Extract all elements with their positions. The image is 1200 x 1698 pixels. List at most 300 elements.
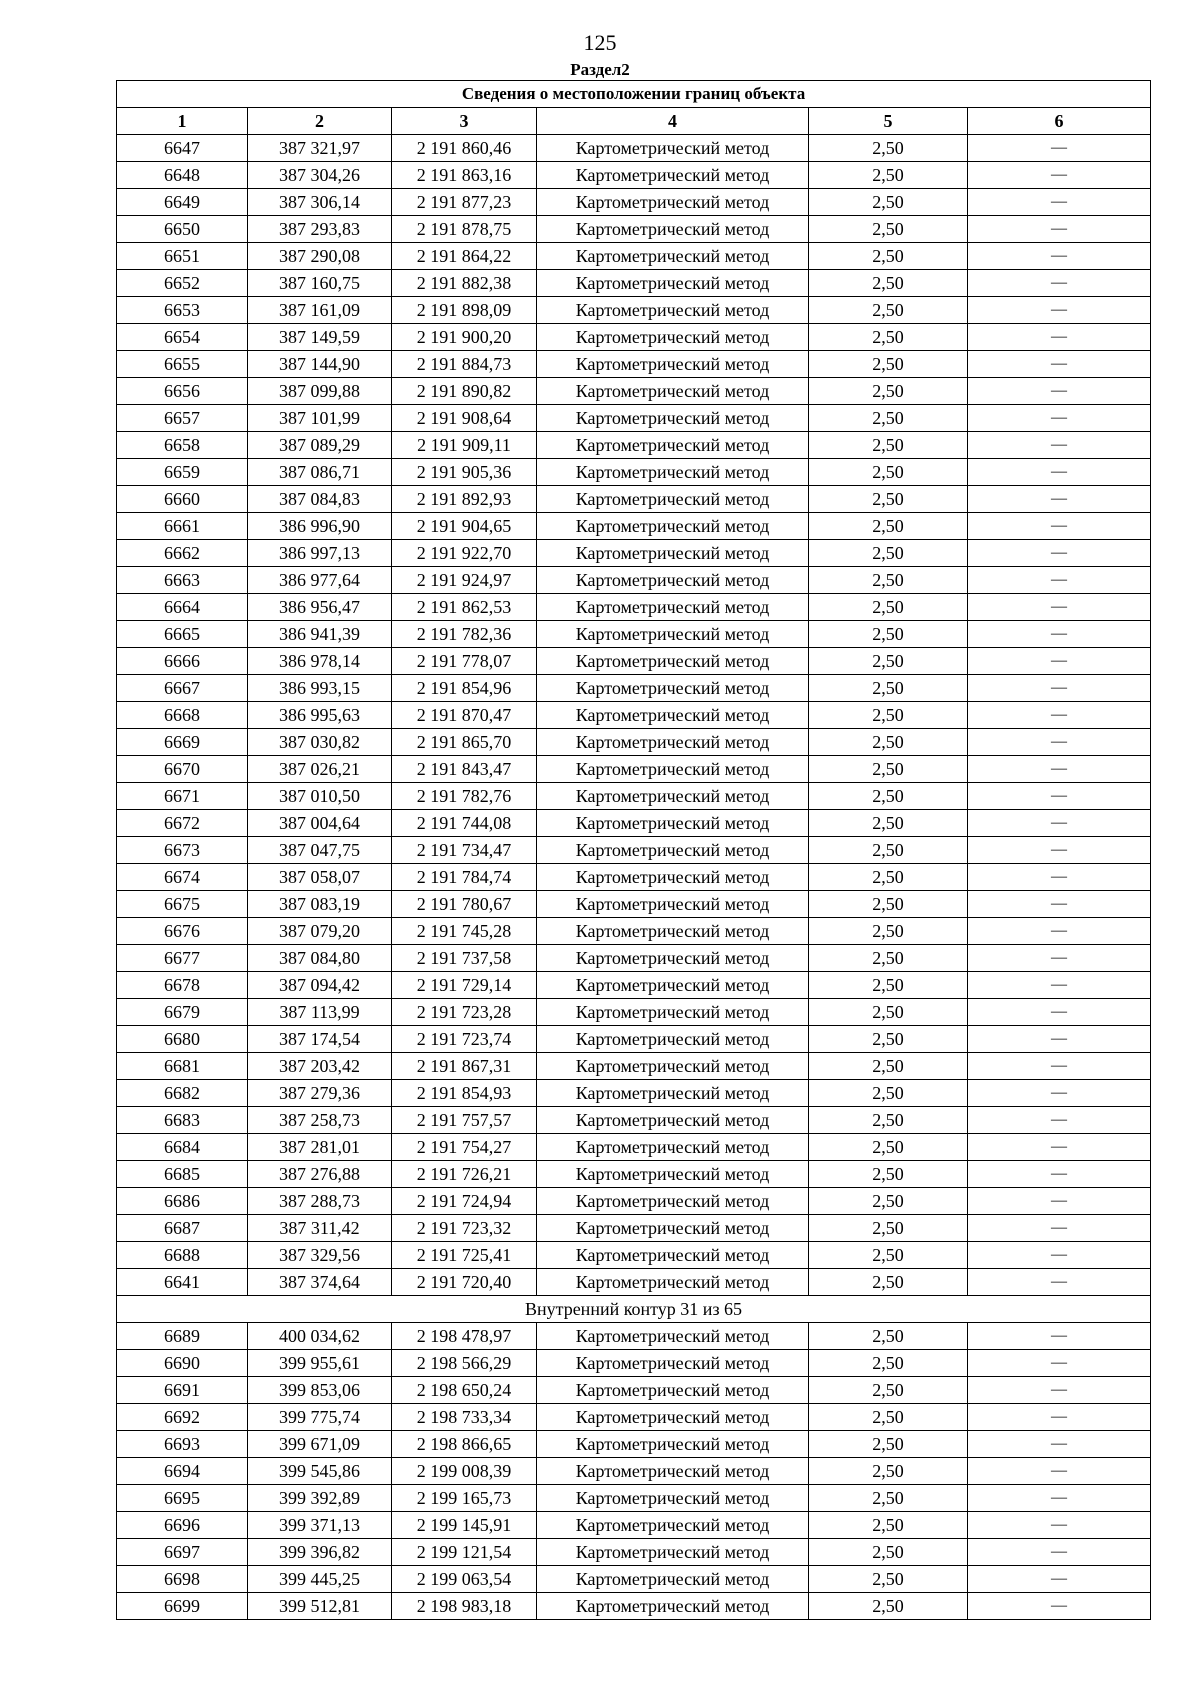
table-row [117,1134,1151,1161]
table-row [117,702,1151,729]
description-cell: — [968,1269,1151,1296]
point-number-cell: 6684 [117,1134,248,1161]
x-coordinate-cell: 387 276,88 [248,1161,392,1188]
description-cell: — [968,1377,1151,1404]
x-coordinate-cell: 387 083,19 [248,891,392,918]
method-cell: Картометрический метод [537,810,809,837]
y-coordinate-cell: 2 191 778,07 [392,648,537,675]
y-coordinate-cell: 2 191 843,47 [392,756,537,783]
table-row [117,1377,1151,1404]
accuracy-cell: 2,50 [809,297,968,324]
y-coordinate-cell: 2 191 723,32 [392,1215,537,1242]
table-row [117,1026,1151,1053]
y-coordinate-cell: 2 191 908,64 [392,405,537,432]
point-number-cell: 6660 [117,486,248,513]
description-cell: — [968,1323,1151,1350]
accuracy-cell: 2,50 [809,648,968,675]
description-cell: — [968,1566,1151,1593]
y-coordinate-cell: 2 198 733,34 [392,1404,537,1431]
x-coordinate-cell: 399 853,06 [248,1377,392,1404]
method-cell: Картометрический метод [537,972,809,999]
y-coordinate-cell: 2 191 854,93 [392,1080,537,1107]
point-number-cell: 6659 [117,459,248,486]
accuracy-cell: 2,50 [809,1404,968,1431]
table-row [117,567,1151,594]
description-cell: — [968,675,1151,702]
x-coordinate-cell: 386 993,15 [248,675,392,702]
point-number-cell: 6654 [117,324,248,351]
method-cell: Картометрический метод [537,297,809,324]
x-coordinate-cell: 387 290,08 [248,243,392,270]
description-cell: — [968,1161,1151,1188]
point-number-cell: 6678 [117,972,248,999]
method-cell: Картометрический метод [537,1377,809,1404]
y-coordinate-cell: 2 191 922,70 [392,540,537,567]
x-coordinate-cell: 399 396,82 [248,1539,392,1566]
point-number-cell: 6677 [117,945,248,972]
x-coordinate-cell: 399 371,13 [248,1512,392,1539]
column-header: 4 [537,108,809,135]
method-cell: Картометрический метод [537,783,809,810]
table-row [117,351,1151,378]
x-coordinate-cell: 387 293,83 [248,216,392,243]
description-cell: — [968,378,1151,405]
point-number-cell: 6670 [117,756,248,783]
description-cell: — [968,243,1151,270]
table-title: Сведения о местоположении границ объекта [117,81,1151,108]
point-number-cell: 6658 [117,432,248,459]
method-cell: Картометрический метод [537,135,809,162]
description-cell: — [968,702,1151,729]
description-cell: — [968,216,1151,243]
point-number-cell: 6641 [117,1269,248,1296]
y-coordinate-cell: 2 191 754,27 [392,1134,537,1161]
x-coordinate-cell: 386 978,14 [248,648,392,675]
table-row [117,1161,1151,1188]
y-coordinate-cell: 2 191 854,96 [392,675,537,702]
table-row [117,297,1151,324]
description-cell: — [968,594,1151,621]
point-number-cell: 6652 [117,270,248,297]
point-number-cell: 6664 [117,594,248,621]
y-coordinate-cell: 2 191 924,97 [392,567,537,594]
x-coordinate-cell: 386 997,13 [248,540,392,567]
y-coordinate-cell: 2 199 063,54 [392,1566,537,1593]
y-coordinate-cell: 2 199 008,39 [392,1458,537,1485]
method-cell: Картометрический метод [537,1458,809,1485]
table-row [117,972,1151,999]
x-coordinate-cell: 387 101,99 [248,405,392,432]
x-coordinate-cell: 387 203,42 [248,1053,392,1080]
y-coordinate-cell: 2 191 729,14 [392,972,537,999]
method-cell: Картометрический метод [537,702,809,729]
y-coordinate-cell: 2 191 780,67 [392,891,537,918]
table-row [117,270,1151,297]
x-coordinate-cell: 387 374,64 [248,1269,392,1296]
contour-row [117,1296,1151,1323]
description-cell: — [968,999,1151,1026]
y-coordinate-cell: 2 191 720,40 [392,1269,537,1296]
accuracy-cell: 2,50 [809,1566,968,1593]
y-coordinate-cell: 2 191 782,76 [392,783,537,810]
table-row [117,1053,1151,1080]
point-number-cell: 6697 [117,1539,248,1566]
table-row [117,1269,1151,1296]
accuracy-cell: 2,50 [809,1377,968,1404]
x-coordinate-cell: 387 288,73 [248,1188,392,1215]
accuracy-cell: 2,50 [809,999,968,1026]
table-row [117,1107,1151,1134]
point-number-cell: 6667 [117,675,248,702]
method-cell: Картометрический метод [537,1512,809,1539]
description-cell: — [968,648,1151,675]
description-cell: — [968,135,1151,162]
method-cell: Картометрический метод [537,1215,809,1242]
point-number-cell: 6686 [117,1188,248,1215]
y-coordinate-cell: 2 198 650,24 [392,1377,537,1404]
description-cell: — [968,1539,1151,1566]
x-coordinate-cell: 387 086,71 [248,459,392,486]
accuracy-cell: 2,50 [809,1269,968,1296]
point-number-cell: 6680 [117,1026,248,1053]
accuracy-cell: 2,50 [809,1107,968,1134]
accuracy-cell: 2,50 [809,1215,968,1242]
x-coordinate-cell: 387 258,73 [248,1107,392,1134]
method-cell: Картометрический метод [537,1080,809,1107]
x-coordinate-cell: 387 304,26 [248,162,392,189]
method-cell: Картометрический метод [537,459,809,486]
y-coordinate-cell: 2 191 904,65 [392,513,537,540]
method-cell: Картометрический метод [537,1242,809,1269]
accuracy-cell: 2,50 [809,621,968,648]
method-cell: Картометрический метод [537,1269,809,1296]
method-cell: Картометрический метод [537,1431,809,1458]
point-number-cell: 6691 [117,1377,248,1404]
accuracy-cell: 2,50 [809,324,968,351]
accuracy-cell: 2,50 [809,1188,968,1215]
accuracy-cell: 2,50 [809,702,968,729]
point-number-cell: 6672 [117,810,248,837]
point-number-cell: 6692 [117,1404,248,1431]
method-cell: Картометрический метод [537,540,809,567]
method-cell: Картометрический метод [537,243,809,270]
accuracy-cell: 2,50 [809,1512,968,1539]
table-row [117,432,1151,459]
method-cell: Картометрический метод [537,1539,809,1566]
point-number-cell: 6665 [117,621,248,648]
method-cell: Картометрический метод [537,594,809,621]
y-coordinate-cell: 2 191 884,73 [392,351,537,378]
point-number-cell: 6661 [117,513,248,540]
x-coordinate-cell: 387 004,64 [248,810,392,837]
point-number-cell: 6690 [117,1350,248,1377]
table-row [117,1566,1151,1593]
accuracy-cell: 2,50 [809,378,968,405]
description-cell: — [968,1458,1151,1485]
column-header: 5 [809,108,968,135]
y-coordinate-cell: 2 191 726,21 [392,1161,537,1188]
method-cell: Картометрический метод [537,621,809,648]
method-cell: Картометрический метод [537,1593,809,1620]
point-number-cell: 6683 [117,1107,248,1134]
accuracy-cell: 2,50 [809,675,968,702]
description-cell: — [968,189,1151,216]
table-row [117,675,1151,702]
point-number-cell: 6663 [117,567,248,594]
x-coordinate-cell: 386 996,90 [248,513,392,540]
table-row [117,162,1151,189]
accuracy-cell: 2,50 [809,1242,968,1269]
y-coordinate-cell: 2 198 866,65 [392,1431,537,1458]
table-row [117,891,1151,918]
method-cell: Картометрический метод [537,729,809,756]
method-cell: Картометрический метод [537,378,809,405]
x-coordinate-cell: 387 047,75 [248,837,392,864]
method-cell: Картометрический метод [537,648,809,675]
description-cell: — [968,405,1151,432]
x-coordinate-cell: 386 941,39 [248,621,392,648]
y-coordinate-cell: 2 198 566,29 [392,1350,537,1377]
x-coordinate-cell: 399 512,81 [248,1593,392,1620]
description-cell: — [968,1350,1151,1377]
method-cell: Картометрический метод [537,945,809,972]
x-coordinate-cell: 387 010,50 [248,783,392,810]
column-header: 1 [117,108,248,135]
table-row [117,1323,1151,1350]
method-cell: Картометрический метод [537,1107,809,1134]
table-row [117,1593,1151,1620]
x-coordinate-cell: 387 089,29 [248,432,392,459]
y-coordinate-cell: 2 191 862,53 [392,594,537,621]
accuracy-cell: 2,50 [809,432,968,459]
x-coordinate-cell: 399 545,86 [248,1458,392,1485]
accuracy-cell: 2,50 [809,162,968,189]
x-coordinate-cell: 387 279,36 [248,1080,392,1107]
description-cell: — [968,864,1151,891]
table-row [117,918,1151,945]
method-cell: Картометрический метод [537,216,809,243]
y-coordinate-cell: 2 191 878,75 [392,216,537,243]
method-cell: Картометрический метод [537,1566,809,1593]
method-cell: Картометрический метод [537,756,809,783]
y-coordinate-cell: 2 191 864,22 [392,243,537,270]
method-cell: Картометрический метод [537,324,809,351]
point-number-cell: 6693 [117,1431,248,1458]
accuracy-cell: 2,50 [809,405,968,432]
y-coordinate-cell: 2 191 737,58 [392,945,537,972]
accuracy-cell: 2,50 [809,1026,968,1053]
table-row [117,513,1151,540]
point-number-cell: 6674 [117,864,248,891]
accuracy-cell: 2,50 [809,810,968,837]
table-row [117,459,1151,486]
table-row [117,864,1151,891]
accuracy-cell: 2,50 [809,459,968,486]
description-cell: — [968,621,1151,648]
method-cell: Картометрический метод [537,405,809,432]
y-coordinate-cell: 2 198 478,97 [392,1323,537,1350]
accuracy-cell: 2,50 [809,486,968,513]
y-coordinate-cell: 2 191 723,28 [392,999,537,1026]
y-coordinate-cell: 2 199 165,73 [392,1485,537,1512]
y-coordinate-cell: 2 191 757,57 [392,1107,537,1134]
description-cell: — [968,567,1151,594]
column-header: 3 [392,108,537,135]
x-coordinate-cell: 387 084,83 [248,486,392,513]
accuracy-cell: 2,50 [809,567,968,594]
x-coordinate-cell: 399 775,74 [248,1404,392,1431]
description-cell: — [968,459,1151,486]
description-cell: — [968,1512,1151,1539]
description-cell: — [968,891,1151,918]
y-coordinate-cell: 2 199 121,54 [392,1539,537,1566]
method-cell: Картометрический метод [537,918,809,945]
table-row [117,378,1151,405]
column-header: 2 [248,108,392,135]
x-coordinate-cell: 387 321,97 [248,135,392,162]
accuracy-cell: 2,50 [809,1458,968,1485]
description-cell: — [968,1485,1151,1512]
x-coordinate-cell: 387 094,42 [248,972,392,999]
table-row [117,1512,1151,1539]
description-cell: — [968,837,1151,864]
y-coordinate-cell: 2 191 892,93 [392,486,537,513]
method-cell: Картометрический метод [537,1053,809,1080]
accuracy-cell: 2,50 [809,783,968,810]
point-number-cell: 6695 [117,1485,248,1512]
description-cell: — [968,1404,1151,1431]
x-coordinate-cell: 386 995,63 [248,702,392,729]
point-number-cell: 6650 [117,216,248,243]
point-number-cell: 6676 [117,918,248,945]
accuracy-cell: 2,50 [809,540,968,567]
x-coordinate-cell: 387 079,20 [248,918,392,945]
point-number-cell: 6655 [117,351,248,378]
x-coordinate-cell: 387 174,54 [248,1026,392,1053]
method-cell: Картометрический метод [537,432,809,459]
point-number-cell: 6673 [117,837,248,864]
accuracy-cell: 2,50 [809,1134,968,1161]
description-cell: — [968,1215,1151,1242]
x-coordinate-cell: 387 099,88 [248,378,392,405]
description-cell: — [968,351,1151,378]
x-coordinate-cell: 387 144,90 [248,351,392,378]
x-coordinate-cell: 387 160,75 [248,270,392,297]
table-row [117,837,1151,864]
x-coordinate-cell: 387 058,07 [248,864,392,891]
y-coordinate-cell: 2 191 909,11 [392,432,537,459]
y-coordinate-cell: 2 191 877,23 [392,189,537,216]
x-coordinate-cell: 387 030,82 [248,729,392,756]
y-coordinate-cell: 2 191 865,70 [392,729,537,756]
description-cell: — [968,1242,1151,1269]
description-cell: — [968,729,1151,756]
description-cell: — [968,972,1151,999]
table-row [117,243,1151,270]
y-coordinate-cell: 2 198 983,18 [392,1593,537,1620]
table-row [117,621,1151,648]
point-number-cell: 6688 [117,1242,248,1269]
point-number-cell: 6656 [117,378,248,405]
x-coordinate-cell: 399 955,61 [248,1350,392,1377]
table-row [117,648,1151,675]
accuracy-cell: 2,50 [809,216,968,243]
table-row [117,810,1151,837]
y-coordinate-cell: 2 191 882,38 [392,270,537,297]
accuracy-cell: 2,50 [809,972,968,999]
method-cell: Картометрический метод [537,1134,809,1161]
method-cell: Картометрический метод [537,675,809,702]
table-row [117,486,1151,513]
table-row [117,1404,1151,1431]
table-row [117,189,1151,216]
x-coordinate-cell: 387 281,01 [248,1134,392,1161]
table-row [117,216,1151,243]
accuracy-cell: 2,50 [809,270,968,297]
method-cell: Картометрический метод [537,1350,809,1377]
point-number-cell: 6689 [117,1323,248,1350]
description-cell: — [968,513,1151,540]
method-cell: Картометрический метод [537,999,809,1026]
accuracy-cell: 2,50 [809,1539,968,1566]
method-cell: Картометрический метод [537,1485,809,1512]
table-row [117,1539,1151,1566]
x-coordinate-cell: 387 113,99 [248,999,392,1026]
y-coordinate-cell: 2 191 784,74 [392,864,537,891]
description-cell: — [968,783,1151,810]
x-coordinate-cell: 386 956,47 [248,594,392,621]
accuracy-cell: 2,50 [809,243,968,270]
x-coordinate-cell: 387 084,80 [248,945,392,972]
description-cell: — [968,324,1151,351]
x-coordinate-cell: 399 445,25 [248,1566,392,1593]
description-cell: — [968,1026,1151,1053]
method-cell: Картометрический метод [537,1404,809,1431]
table-body [117,135,1151,1620]
method-cell: Картометрический метод [537,162,809,189]
accuracy-cell: 2,50 [809,513,968,540]
y-coordinate-cell: 2 191 905,36 [392,459,537,486]
table-row [117,1485,1151,1512]
y-coordinate-cell: 2 191 724,94 [392,1188,537,1215]
method-cell: Картометрический метод [537,1323,809,1350]
accuracy-cell: 2,50 [809,135,968,162]
x-coordinate-cell: 386 977,64 [248,567,392,594]
accuracy-cell: 2,50 [809,1323,968,1350]
y-coordinate-cell: 2 191 860,46 [392,135,537,162]
accuracy-cell: 2,50 [809,729,968,756]
table-row [117,783,1151,810]
method-cell: Картометрический метод [537,351,809,378]
x-coordinate-cell: 387 161,09 [248,297,392,324]
accuracy-cell: 2,50 [809,594,968,621]
column-header: 6 [968,108,1151,135]
description-cell: — [968,540,1151,567]
table-row [117,945,1151,972]
point-number-cell: 6698 [117,1566,248,1593]
y-coordinate-cell: 2 191 745,28 [392,918,537,945]
point-number-cell: 6675 [117,891,248,918]
description-cell: — [968,1134,1151,1161]
description-cell: — [968,945,1151,972]
method-cell: Картометрический метод [537,1188,809,1215]
y-coordinate-cell: 2 191 867,31 [392,1053,537,1080]
point-number-cell: 6651 [117,243,248,270]
point-number-cell: 6666 [117,648,248,675]
x-coordinate-cell: 387 306,14 [248,189,392,216]
table-row [117,1350,1151,1377]
accuracy-cell: 2,50 [809,1161,968,1188]
